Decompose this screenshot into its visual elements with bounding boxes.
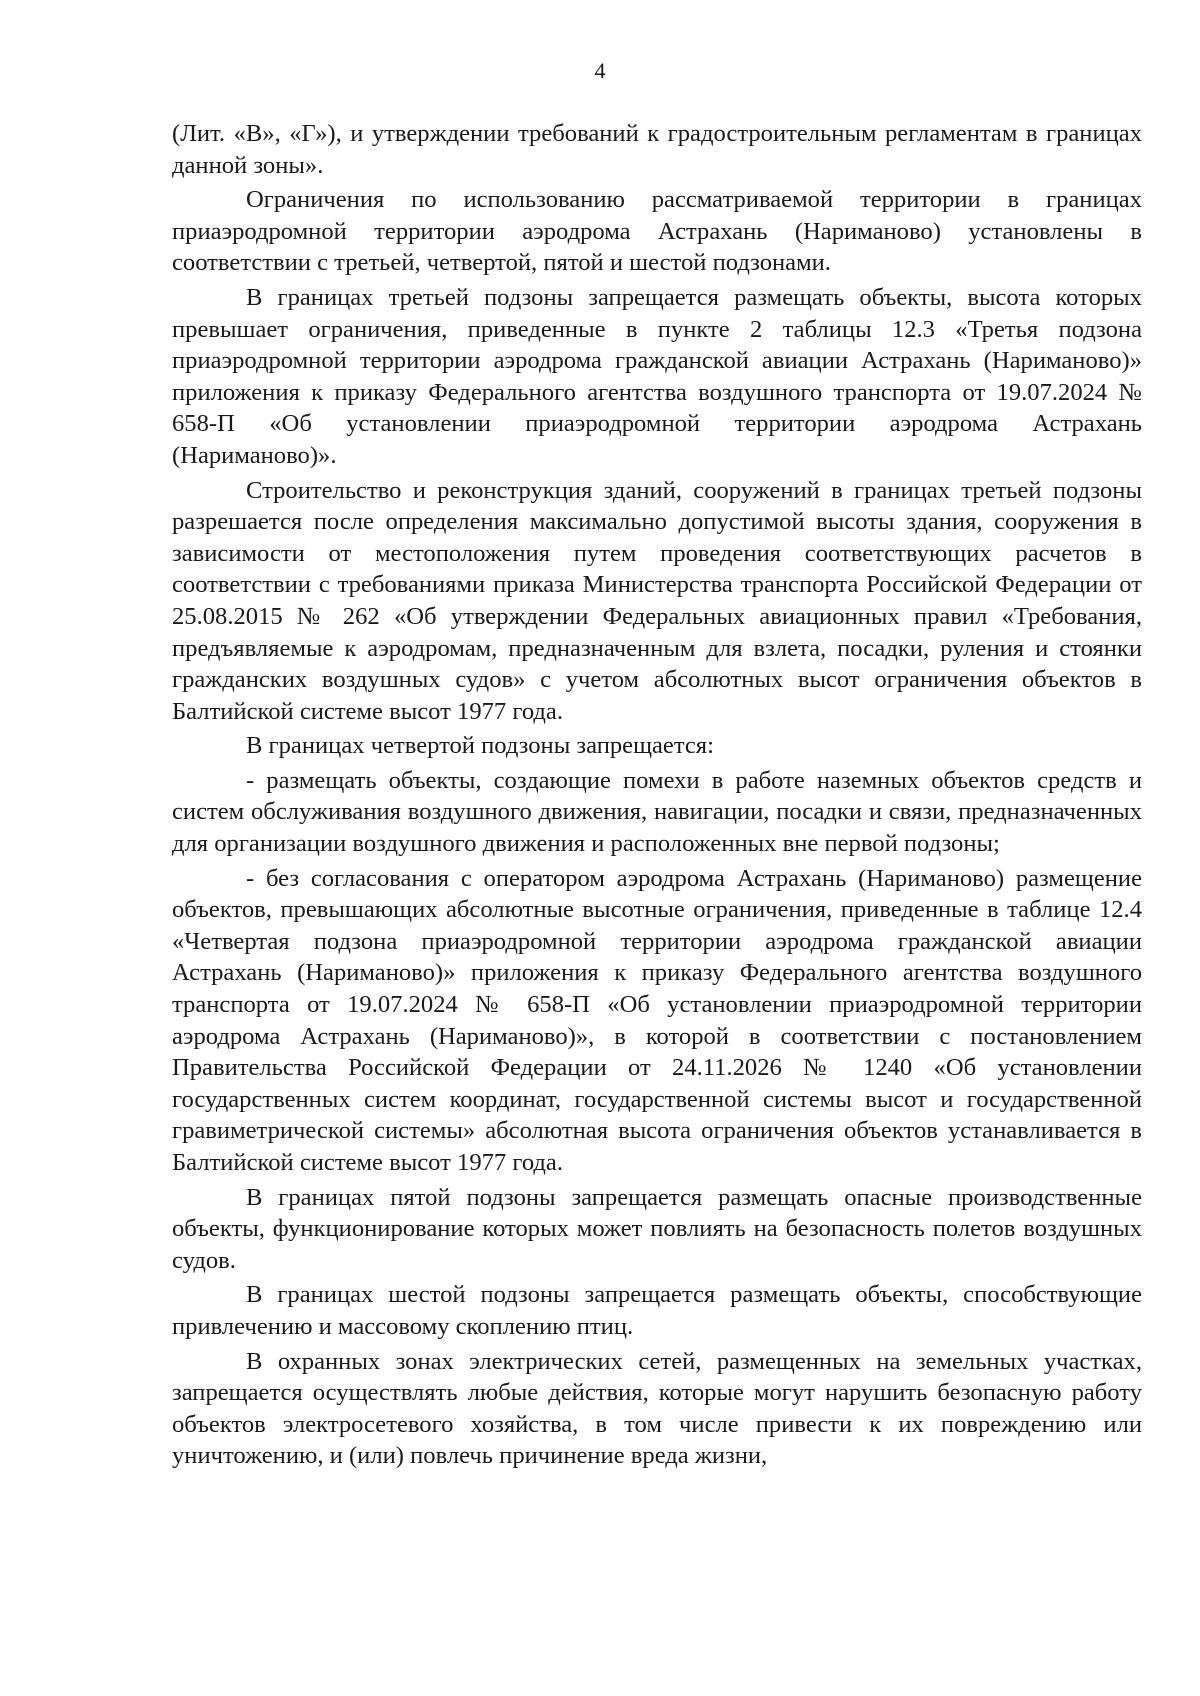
document-body <box>172 118 1142 1475</box>
paragraph-fifth-subzone: В границах пятой подзоны запрещается размещать опасные производственные объекты, функционирование которых может повлиять на безопасность полетов воздушных судов. <box>172 1183 1142 1274</box>
paragraph-construction: Строительство и реконструкция зданий, сооружений в границах третьей подзоны разрешается после определения максимально допустимой высоты здания, сооружения в зависимости от местоположения путем проведения соответствующих расчетов в соответствии с требованиями приказа Министерства транспорта Российской Федерации от 25.08.2015 № 262 «Об утверждении Федеральных авиационных правил «Требования, предъявляемые к аэродромам, предназначенным для взлета, посадки, руления и стоянки гражданских воздушных судов» с учетом абсолютных высот ограничения объектов в Балтийской системе высот 1977 года. <box>172 476 1142 725</box>
paragraph-power-grid-zones: В охранных зонах электрических сетей, размещенных на земельных участках, запрещается осуществлять любые действия, которые могут нарушить безопасную работу объектов электросетевого хозяйства, в том числе привести к их повреждению или уничтожению, и (или) повлечь причинение вреда жизни, <box>172 1347 1142 1470</box>
page-number: 4 <box>594 58 606 83</box>
list-item-interference: - размещать объекты, создающие помехи в работе наземных объектов средств и систем обслуживания воздушного движения, навигации, посадки и связи, предназначенных для организации воздушного движения и расположенных вне первой подзоны; <box>172 766 1142 858</box>
paragraph-continuation: (Лит. «В», «Г»), и утверждении требований к градостроительным регламентам в границах данной зоны». <box>172 120 1142 179</box>
paragraph-fourth-subzone-heading: В границах четвертой подзоны запрещается: <box>246 732 714 760</box>
paragraph-sixth-subzone: В границах шестой подзоны запрещается размещать объекты, способствующие привлечению и массовому скоплению птиц. <box>172 1281 1142 1340</box>
paragraph-restrictions-intro: Ограничения по использованию рассматриваемой территории в границах приаэродромной территории аэродрома Астрахань (Нариманово) установлены в соответствии с третьей, четвертой, пятой и шестой подзонами. <box>172 186 1142 277</box>
list-item-height-limits: - без согласования с оператором аэродрома Астрахань (Нариманово) размещение объектов, превышающих абсолютные высотные ограничения, приведенные в таблице 12.4 «Четвертая подзона приаэродромной территории аэродрома гражданской авиации Астрахань (Нариманово)» приложения к приказу Федерального агентства воздушного транспорта от 19.07.2024 № 658-П «Об установлении приаэродромной территории аэродрома Астрахань (Нариманово)», в которой в соответствии с постановлением Правительства Российской Федерации от 24.11.2026 № 1240 «Об установлении государственных систем координат, государственной системы высот и государственной гравиметрической системы» абсолютная высота ограничения объектов устанавливается в Балтийской системе высот 1977 года. <box>172 864 1142 1176</box>
paragraph-third-subzone: В границах третьей подзоны запрещается размещать объекты, высота которых превышает ограничения, приведенные в пункте 2 таблицы 12.3 «Третья подзона приаэродромной территории аэродрома гражданской авиации Астрахань (Нариманово)» приложения к приказу Федерального агентства воздушного транспорта от 19.07.2024 № 658-П «Об установлении приаэродромной территории аэродрома Астрахань (Нариманово)». <box>172 283 1142 469</box>
